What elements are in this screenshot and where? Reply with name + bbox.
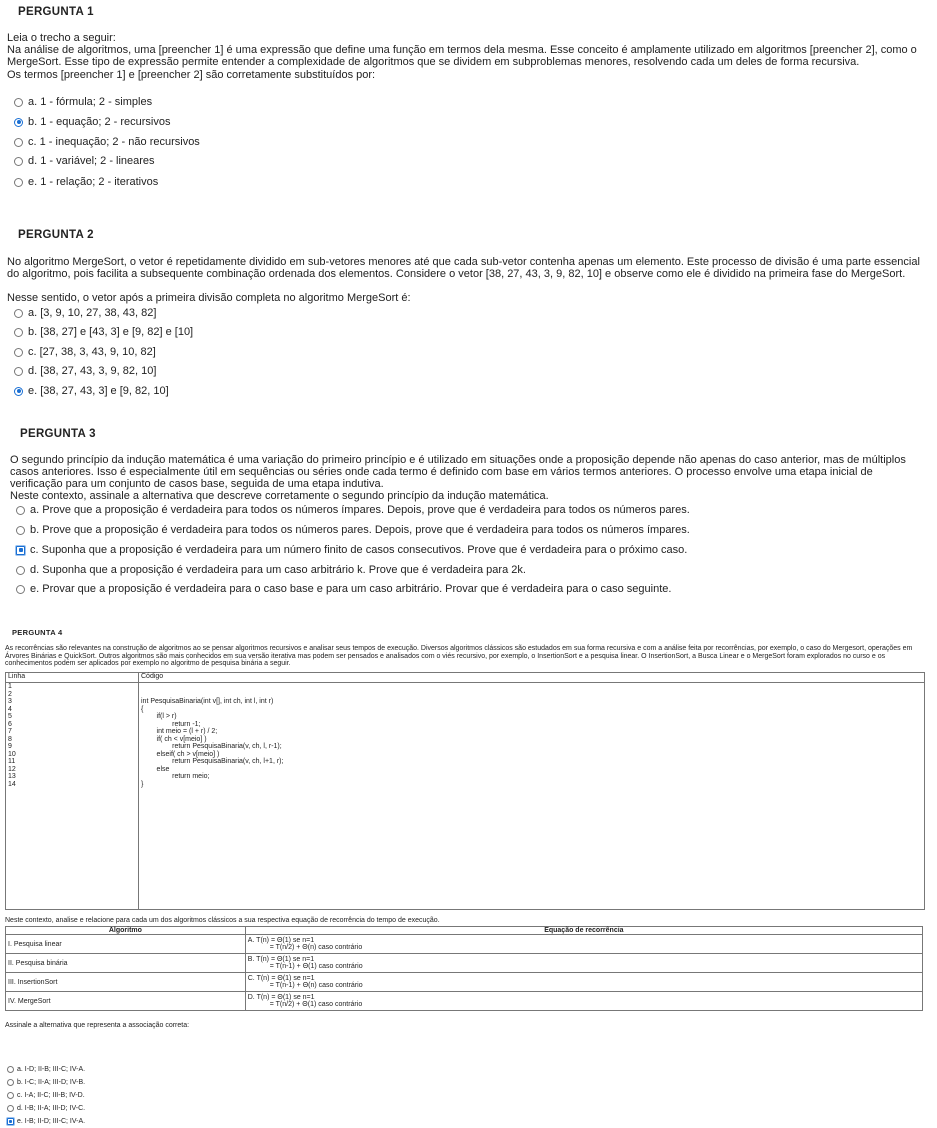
option-label: b. 1 - equação; 2 - recursivos	[28, 116, 171, 128]
q1-option-d[interactable]	[14, 155, 155, 167]
col-equation: Equação de recorrência	[245, 927, 922, 935]
q4-option-c[interactable]	[7, 1092, 85, 1099]
col-algorithm: Algoritmo	[6, 927, 246, 935]
question-1-title: PERGUNTA 1	[18, 6, 94, 18]
option-label: e. I-B; II-D; III-C; IV-A.	[17, 1118, 86, 1125]
q4-option-b[interactable]	[7, 1079, 85, 1086]
option-label: b. [38, 27] e [43, 3] e [9, 82] e [10]	[28, 326, 194, 338]
option-label: d. I-B; II-A; III-D; IV-C.	[17, 1105, 86, 1112]
q3-option-b[interactable]	[16, 524, 690, 536]
option-label: c. 1 - inequação; 2 - não recursivos	[28, 136, 200, 148]
equation-line-2: = T(n/2) + Θ(1) caso contrário	[269, 1001, 363, 1008]
radio-icon[interactable]	[14, 309, 23, 318]
equation-line-1: A. T(n) = Θ(1) se n=1	[247, 937, 315, 944]
equation-cell	[245, 954, 922, 973]
option-label: c. Suponha que a proposição é verdadeira para um número finito de casos consecutivos. Prove que é verdadeira para o próximo caso.	[30, 544, 688, 556]
question-3-text: O segundo princípio da indução matemática é uma variação do primeiro princípio e é utilizado em situações onde a proposição depende não apenas do caso anterior, mas de múltiplos casos anteriores. Isso é especialmente útil em sequências ou séries onde cada termo é definido com base em vários termos anteriores. O processo envolve uma etapa inicial de verificação para um conjunto de casos base, seguida de uma etapa indutiva.	[10, 454, 906, 490]
q1-option-b[interactable]	[14, 116, 170, 128]
question-3-prompt: Neste contexto, assinale a alternativa que descreve corretamente o segundo princípio da indução matemática.	[10, 490, 549, 502]
q3-option-c[interactable]	[16, 544, 687, 556]
option-label: e. 1 - relação; 2 - iterativos	[28, 176, 159, 188]
radio-icon[interactable]	[14, 328, 23, 337]
q4-option-a[interactable]	[7, 1066, 85, 1073]
equation-line-1: C. T(n) = Θ(1) se n=1	[247, 975, 315, 982]
question-2-text: No algoritmo MergeSort, o vetor é repetidamente dividido em sub-vetores menores até que cada sub-vetor contenha apenas um elemento. Este processo de divisão é uma parte essencial do algoritmo, pois facilita a subsequente combinação ordenada dos elementos. Considere o vetor [38, 27, 43, 3, 9, 82, 10] e observe como ele é dividido na primeira fase do MergeSort.	[7, 256, 920, 280]
q2-option-b[interactable]	[14, 326, 193, 338]
option-label: c. [27, 38, 3, 43, 9, 10, 82]	[28, 346, 156, 358]
equation-cell	[245, 992, 922, 1011]
radio-icon[interactable]	[7, 1092, 14, 1099]
q3-option-a[interactable]	[16, 504, 690, 516]
algorithm-cell: II. Pesquisa binária	[6, 954, 246, 973]
option-label: d. [38, 27, 43, 3, 9, 82, 10]	[28, 365, 157, 377]
q2-option-c[interactable]	[14, 346, 156, 358]
radio-icon[interactable]	[16, 526, 25, 535]
equation-line-2: = T(n-1) + Θ(1) caso contrário	[269, 963, 363, 970]
question-2-title: PERGUNTA 2	[18, 229, 94, 241]
question-1-intro: Leia o trecho a seguir:	[7, 32, 116, 44]
q1-option-c[interactable]	[14, 136, 200, 148]
equation-line-2: = T(n-1) + Θ(n) caso contrário	[269, 982, 363, 989]
radio-icon[interactable]	[14, 138, 23, 147]
option-label: d. Suponha que a proposição é verdadeira para um caso arbitrário k. Prove que é verdadeira para 2k.	[30, 564, 526, 576]
q1-option-e[interactable]	[14, 176, 158, 188]
q4-option-e[interactable]	[7, 1118, 85, 1125]
radio-icon[interactable]	[7, 1066, 14, 1073]
question-3-title: PERGUNTA 3	[20, 428, 96, 440]
equation-cell	[245, 973, 922, 992]
option-label: a. Prove que a proposição é verdadeira para todos os números ímpares. Depois, prove que é verdadeira para todos os números pares.	[30, 504, 690, 516]
q2-option-a[interactable]	[14, 307, 156, 319]
equation-line-1: B. T(n) = Θ(1) se n=1	[247, 956, 315, 963]
question-1-text: Na análise de algoritmos, uma [preencher 1] é uma expressão que define uma função em termos dela mesma. Esse conceito é amplamente utilizado em algoritmos [preencher 2], como o MergeSort. Esse tipo de expressão permite entender a complexidade de algoritmos que se dividem em subproblemas menores, resolvendo cada um deles de forma recursiva.	[7, 44, 917, 68]
q3-option-e[interactable]	[16, 583, 671, 595]
radio-icon[interactable]	[7, 1105, 14, 1112]
q2-option-d[interactable]	[14, 365, 156, 377]
code-header-line: Linha	[8, 673, 26, 680]
option-label: a. 1 - fórmula; 2 - simples	[28, 96, 153, 108]
radio-icon[interactable]	[16, 506, 25, 515]
recurrence-table	[5, 926, 923, 1011]
option-label: b. I-C; II-A; III-D; IV-B.	[17, 1079, 86, 1086]
table-row	[6, 954, 923, 973]
code-line-numbers: 1 2 3 4 5 6 7 8 9 10 11 12 13 14	[8, 683, 16, 788]
question-4-relate-text: Neste contexto, analise e relacione para cada um dos algoritmos clássicos a sua respectiva equação de recorrência do tempo de execução.	[5, 917, 440, 924]
question-1-prompt: Os termos [preencher 1] e [preencher 2] são corretamente substituídos por:	[7, 69, 376, 81]
option-label: d. 1 - variável; 2 - lineares	[28, 155, 155, 167]
radio-icon[interactable]	[7, 1079, 14, 1086]
radio-icon[interactable]	[14, 98, 23, 107]
radio-selected-icon[interactable]	[14, 387, 23, 396]
radio-icon[interactable]	[14, 348, 23, 357]
code-block: int PesquisaBinaria(int v[], int ch, int l, int r) { if(l > r) return -1; int meio = (l + r) / 2; if( ch < v[meio] ) return PesquisaBinaria(v, ch, l, r-1); elseif( ch > v[meio] ) return PesquisaBinaria(v, ch, l+1, r); else return meio; }	[141, 698, 284, 788]
question-4-prompt: Assinale a alternativa que representa a associação correta:	[5, 1022, 190, 1029]
option-label: e. Provar que a proposição é verdadeira para o caso base e para um caso arbitrário. Provar que é verdadeira para o caso seguinte.	[30, 583, 672, 595]
algorithm-cell: I. Pesquisa linear	[6, 935, 246, 954]
algorithm-cell: IV. MergeSort	[6, 992, 246, 1011]
option-label: b. Prove que a proposição é verdadeira para todos os números pares. Depois, prove que é verdadeira para todos os números ímpares.	[30, 524, 690, 536]
radio-icon[interactable]	[14, 157, 23, 166]
question-4-text: As recorrências são relevantes na construção de algoritmos ao se pensar algoritmos recursivos e analisar seus tempos de execução. Diversos algoritmos clássicos são estudados em sua forma recursiva e com a análise feita por recorrências, por exemplo, o caso do Mergesort, operações em Árvores Binárias e QuickSort. Outros algoritmos são mais conhecidos em sua versão iterativa mas podem ser pensados e analisados com o viés recursivo, por exemplo, o InsertionSort e a pesquisa linear. O InsertionSort, a Busca Linear e o MergeSort foram explorados no curso e os conhecimentos podem ser aplicados por exemplo no algoritmo de pesquisa binária a seguir.	[5, 645, 913, 667]
option-label: e. [38, 27, 43, 3] e [9, 82, 10]	[28, 385, 169, 397]
radio-selected-icon[interactable]	[16, 546, 25, 555]
table-row	[6, 935, 923, 954]
radio-icon[interactable]	[16, 566, 25, 575]
option-label: a. [3, 9, 10, 27, 38, 43, 82]	[28, 307, 157, 319]
q4-option-d[interactable]	[7, 1105, 85, 1112]
radio-selected-icon[interactable]	[7, 1118, 14, 1125]
q1-option-a[interactable]	[14, 96, 152, 108]
equation-line-2: = T(n/2) + Θ(n) caso contrário	[269, 944, 363, 951]
equation-cell	[245, 935, 922, 954]
radio-selected-icon[interactable]	[14, 118, 23, 127]
question-4-title: PERGUNTA 4	[12, 628, 63, 637]
code-header-code: Código	[141, 673, 164, 680]
table-row	[6, 992, 923, 1011]
radio-icon[interactable]	[14, 367, 23, 376]
radio-icon[interactable]	[14, 178, 23, 187]
option-label: a. I-D; II-B; III-C; IV-A.	[17, 1066, 86, 1073]
equation-line-1: D. T(n) = Θ(1) se n=1	[247, 994, 315, 1001]
radio-icon[interactable]	[16, 585, 25, 594]
table-row	[6, 973, 923, 992]
algorithm-cell: III. InsertionSort	[6, 973, 246, 992]
code-table-divider	[138, 673, 139, 909]
q2-option-e[interactable]	[14, 385, 169, 397]
option-label: c. I-A; II-C; III-B; IV-D.	[17, 1092, 85, 1099]
question-2-prompt: Nesse sentido, o vetor após a primeira divisão completa no algoritmo MergeSort é:	[7, 292, 411, 304]
q3-option-d[interactable]	[16, 564, 526, 576]
code-table	[5, 672, 925, 910]
